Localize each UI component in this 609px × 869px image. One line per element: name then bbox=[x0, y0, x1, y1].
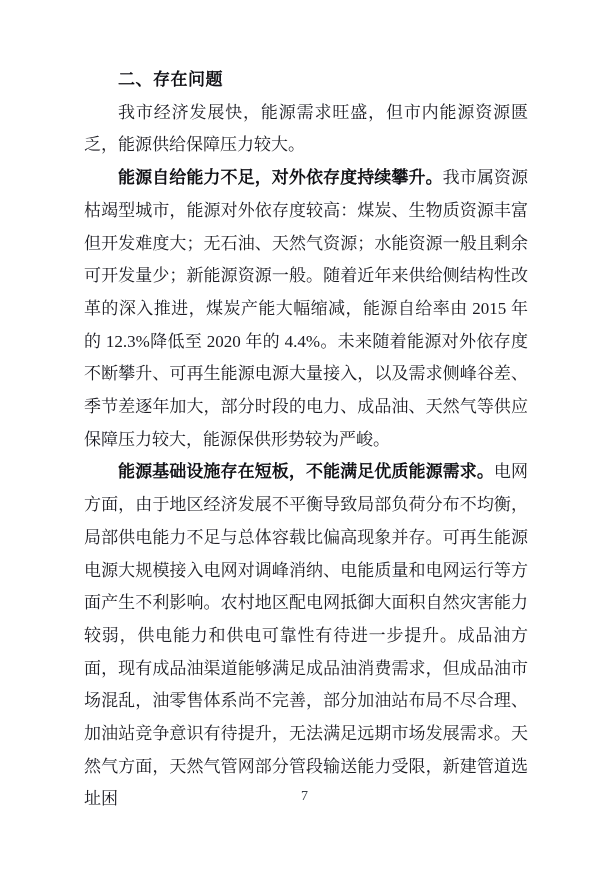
paragraph-body: 我市属资源枯竭型城市，能源对外依存度较高：煤炭、生物质资源丰富但开发难度大；无石油、天然气资源；水能资源一般且剩余可开发量少；新能源资源一般。随着近年来供给侧结构性改革的深入推进，煤炭产能大幅缩减，能源自给率由 2015 年的 12.3%降低至 2020 年的 4.4%。未来随着能源对外依存度不断攀升、可再生能源电源大量接入，以及需求侧峰谷差、季节差逐年加大，部分时段的电力、成品油、天然气等供应保障压力较大，能源保供形势较为严峻。 bbox=[84, 168, 529, 449]
paragraph bbox=[84, 162, 528, 456]
paragraph-lead: 能源自给能力不足，对外依存度持续攀升。 bbox=[118, 168, 443, 188]
paragraph bbox=[84, 97, 528, 162]
section-heading: 二、存在问题 bbox=[118, 70, 223, 89]
paragraph-lead: 能源基础设施存在短板，不能满足优质能源需求。 bbox=[118, 462, 494, 482]
paragraph bbox=[84, 456, 528, 816]
paragraph-body: 电网方面，由于地区经济发展不平衡导致局部负荷分布不均衡，局部供电能力不足与总体容载比偏高现象并存。可再生能源电源大规模接入电网对调峰消纳、电能质量和电网运行等方面产生不利影响。农村地区配电网抵御大面积自然灾害能力较弱，供电能力和供电可靠性有待进一步提升。成品油方面，现有成品油渠道能够满足成品油消费需求，但成品油市场混乱，油零售体系尚不完善，部分加油站布局不尽合理、加油站竞争意识有待提升，无法满足远期市场发展需求。天然气方面，天然气管网部分管段输送能力受限，新建管道选址困 bbox=[84, 462, 529, 809]
page-number: 7 bbox=[301, 789, 308, 804]
document-content bbox=[84, 64, 528, 816]
paragraph-body: 我市经济发展快，能源需求旺盛，但市内能源资源匮乏，能源供给保障压力较大。 bbox=[84, 102, 528, 155]
